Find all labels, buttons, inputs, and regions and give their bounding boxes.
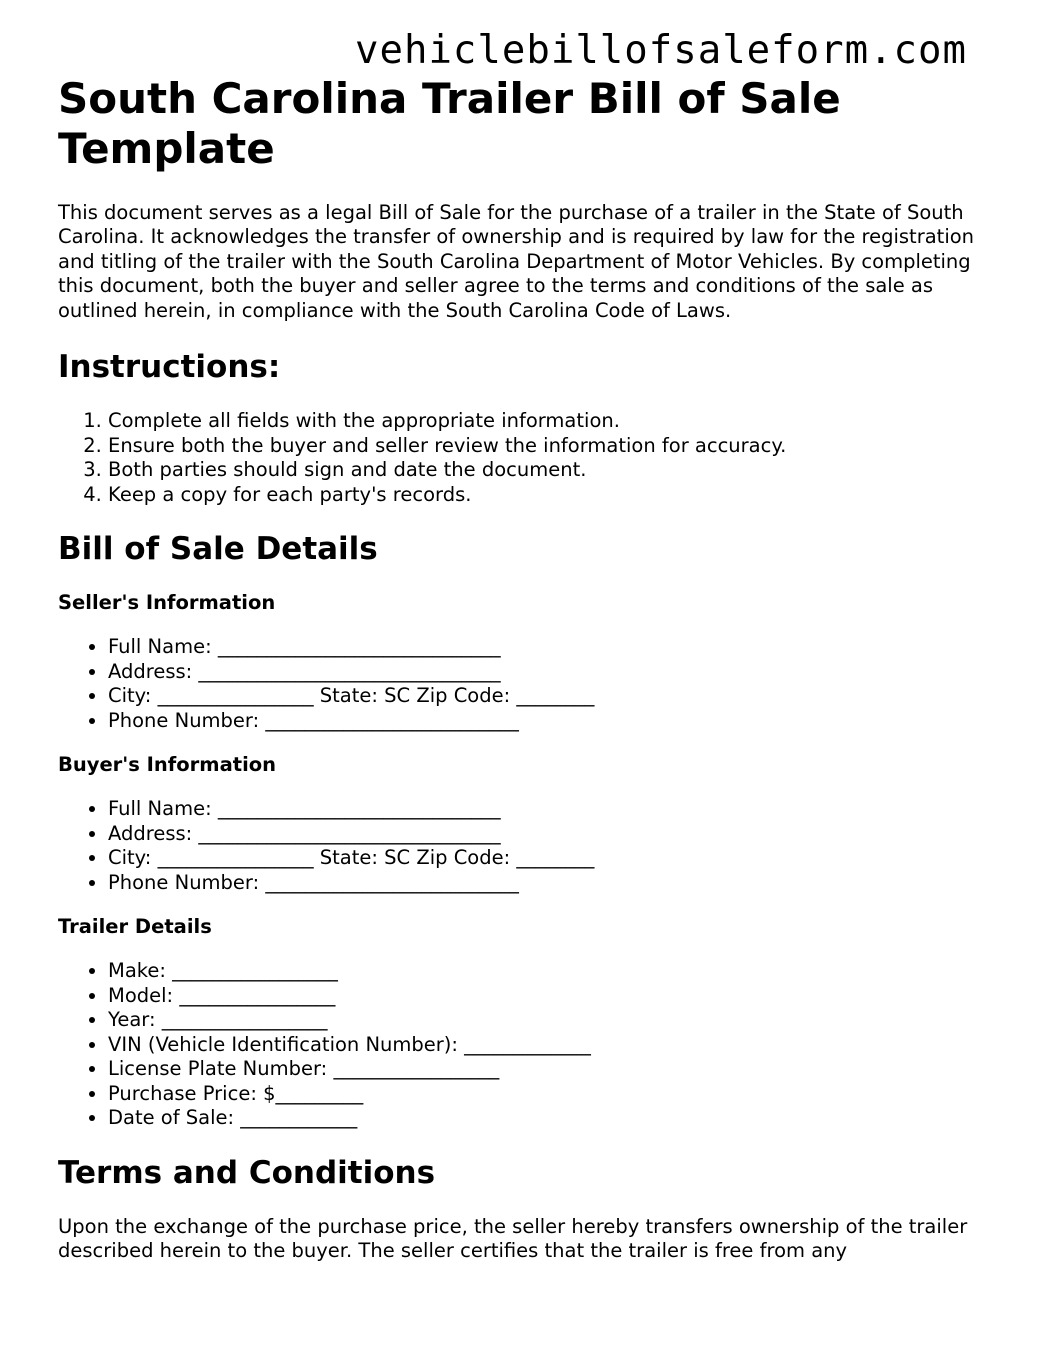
trailer-heading: Trailer Details bbox=[58, 915, 212, 939]
terms-heading: Terms and Conditions bbox=[58, 1154, 436, 1191]
buyer-heading: Buyer's Information bbox=[58, 753, 277, 777]
trailer-date-of-sale-field: • Date of Sale: ____________ bbox=[108, 1106, 998, 1131]
seller-fields bbox=[58, 635, 998, 733]
instruction-item: 2. Ensure both the buyer and seller review the information for accuracy. bbox=[108, 434, 998, 459]
buyer-phone-field: • Phone Number: __________________________ bbox=[108, 871, 998, 896]
document-title: South Carolina Trailer Bill of Sale Template bbox=[58, 74, 841, 173]
site-watermark: vehiclebillofsaleform.com bbox=[355, 28, 967, 73]
seller-heading: Seller's Information bbox=[58, 591, 276, 615]
intro-paragraph: This document serves as a legal Bill of Sale for the purchase of a trailer in the State of South Carolina. It acknowledges the transfer of ownership and is required by law for the registration and titling of the trailer with the South Carolina Department of Motor Vehicles. By completing this document, both the buyer and seller agree to the terms and conditions of the sale as outlined herein, in compliance with the South Carolina Code of Laws. bbox=[58, 201, 975, 322]
document-body bbox=[58, 74, 998, 1263]
trailer-license-plate-field: • License Plate Number: _________________ bbox=[108, 1057, 998, 1082]
buyer-address-field: • Address: _______________________________ bbox=[108, 822, 998, 847]
trailer-model-field: • Model: ________________ bbox=[108, 984, 998, 1009]
instructions-heading: Instructions: bbox=[58, 349, 281, 386]
instruction-item: 1. Complete all fields with the appropriate information. bbox=[108, 409, 998, 434]
buyer-fields bbox=[58, 797, 998, 895]
trailer-purchase-price-field: • Purchase Price: $_________ bbox=[108, 1082, 998, 1107]
details-heading: Bill of Sale Details bbox=[58, 531, 378, 568]
trailer-make-field: • Make: _________________ bbox=[108, 959, 998, 984]
instruction-item: 3. Both parties should sign and date the document. bbox=[108, 458, 998, 483]
instructions-list bbox=[58, 409, 998, 507]
instruction-item: 4. Keep a copy for each party's records. bbox=[108, 483, 998, 508]
seller-full-name-field: • Full Name: _____________________________ bbox=[108, 635, 998, 660]
buyer-full-name-field: • Full Name: _____________________________ bbox=[108, 797, 998, 822]
seller-city-state-zip-field: • City: ________________ State: SC Zip Code: ________ bbox=[108, 684, 998, 709]
buyer-city-state-zip-field: • City: ________________ State: SC Zip Code: ________ bbox=[108, 846, 998, 871]
terms-paragraph: Upon the exchange of the purchase price, the seller hereby transfers ownership of the trailer described herein to the buyer. The seller certifies that the trailer is free from any bbox=[58, 1214, 968, 1262]
seller-phone-field: • Phone Number: __________________________ bbox=[108, 709, 998, 734]
trailer-year-field: • Year: _________________ bbox=[108, 1008, 998, 1033]
seller-address-field: • Address: _______________________________ bbox=[108, 660, 998, 685]
trailer-vin-field: • VIN (Vehicle Identification Number): _____________ bbox=[108, 1033, 998, 1058]
trailer-fields bbox=[58, 959, 998, 1131]
